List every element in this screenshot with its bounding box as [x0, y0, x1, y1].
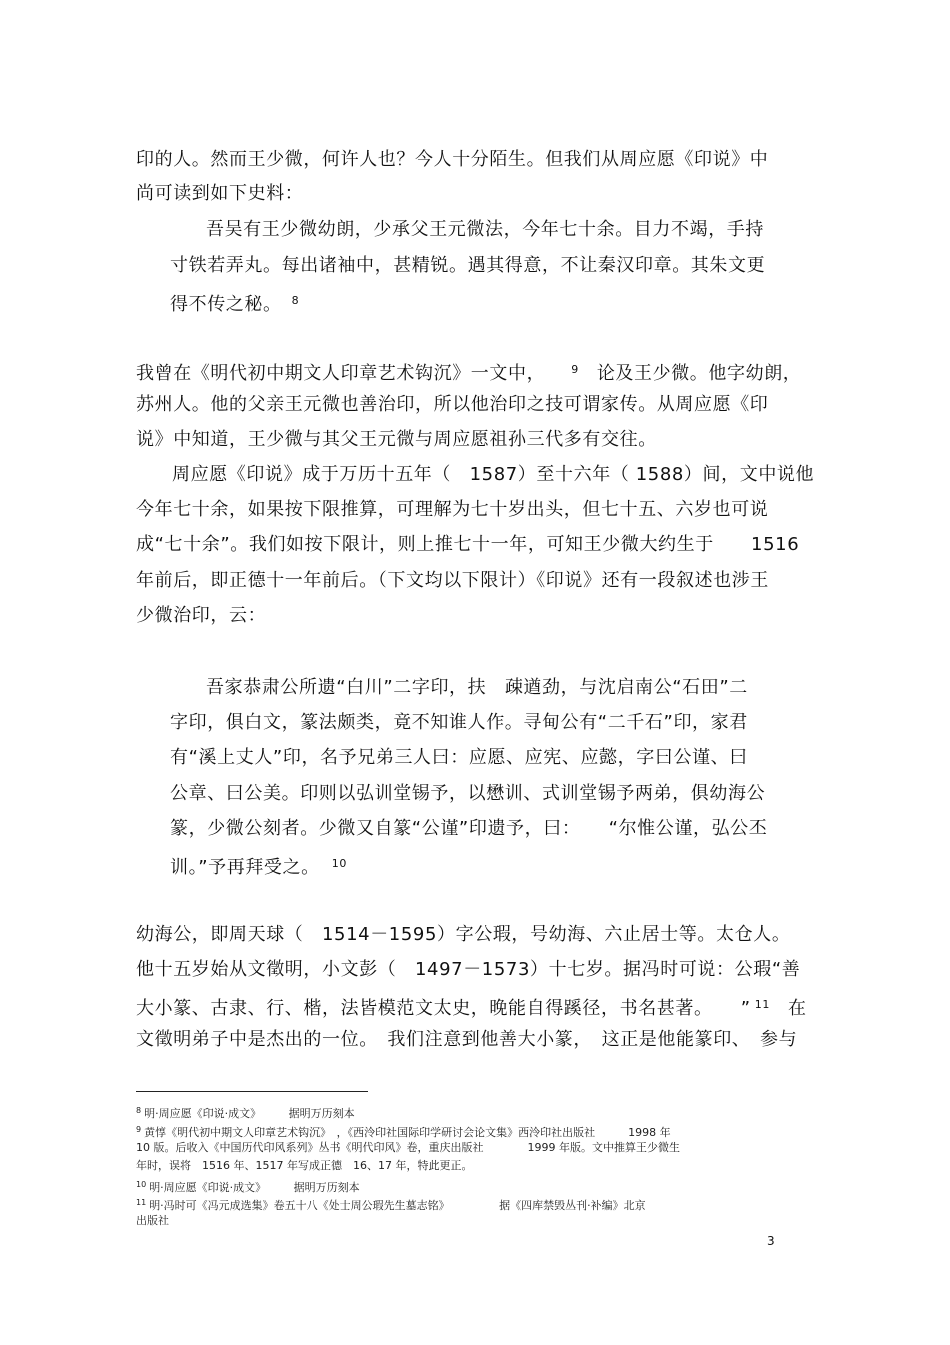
footnote-11-line: 出版社	[136, 1214, 169, 1227]
body-line: 年前后，即正德十一年前后。（下文均以下限计）《印说》还有一段叙述也涉王	[136, 570, 769, 591]
footnote-number: 11	[136, 1198, 147, 1207]
footnote-11	[136, 1195, 646, 1214]
footnote-number: 8	[136, 1106, 142, 1115]
footnote-divider	[136, 1091, 368, 1092]
quote-line: 篆，少微公刻者。少微又自篆“公谨”印遗予，曰： “尔惟公谨，弘公丕	[170, 818, 768, 839]
footnote-ref: 11	[754, 998, 770, 1011]
body-line: 今年七十余，如果按下限推算，可理解为七十岁出头，但七十五、六岁也可说	[136, 499, 769, 520]
quote-line: 寸铁若弄丸。每出诸袖中，甚精锐。遇其得意，不让秦汉印章。其朱文更	[170, 255, 766, 276]
quote-text: 得不传之秘。	[170, 294, 282, 315]
body-line: 成“七十余”。我们如按下限计，则上推七十一年，可知王少微大约生于 1516	[136, 534, 800, 555]
body-line: 苏州人。他的父亲王元微也善治印，所以他治印之技可谓家传。从周应愿《印	[136, 394, 769, 415]
body-line: 他十五岁始从文徵明，小文彭（ 1497－1573）十七岁。据冯时可说：公瑕“善	[136, 959, 801, 980]
footnote-text: 明·周应愿《印说·成文》 据明万历刻本	[149, 1181, 360, 1194]
footnote-ref: 8	[291, 294, 300, 307]
page-number: 3	[767, 1234, 775, 1248]
footnote-10	[136, 1177, 360, 1196]
quote-line: 公章、曰公美。印则以弘训堂锡予，以懋训、式训堂锡予两弟，俱幼海公	[170, 783, 766, 804]
body-line: 说》中知道，王少微与其父王元微与周应愿祖孙三代多有交往。	[136, 429, 657, 450]
body-line: 幼海公，即周天球（ 1514－1595）字公瑕，号幼海、六止居士等。太仓人。	[136, 924, 791, 945]
quote-line: 吾吴有王少微幼朗，少承父王元微法，今年七十余。目力不竭，手持	[206, 219, 764, 240]
footnote-ref: 9	[571, 363, 579, 376]
quote-line	[170, 289, 299, 317]
body-line: 印的人。然而王少微，何许人也？今人十分陌生。但我们从周应愿《印说》中	[136, 149, 769, 170]
quote-line: 字印，俱白文，篆法颇类，竟不知谁人作。寻甸公有“二千石”印，家君	[170, 712, 748, 733]
footnote-text: 明·冯时可《冯元成选集》卷五十八《处士周公瑕先生墓志铭》 据《四库禁毁丛刊·补编》北京	[149, 1199, 646, 1212]
footnote-9	[136, 1122, 671, 1141]
body-line: 周应愿《印说》成于万历十五年（ 1587）至十六年（ 1588）间，文中说他	[172, 464, 815, 485]
body-line	[136, 993, 807, 1021]
body-text: 论及王少微。他字幼朗，	[596, 363, 802, 384]
footnote-text: 明·周应愿《印说·成文》 据明万历刻本	[144, 1107, 355, 1120]
body-text: 在	[787, 998, 807, 1019]
body-line: 少微治印，云：	[136, 605, 267, 626]
body-line	[136, 358, 801, 386]
quote-line: 有“溪上丈人”印，名予兄弟三人曰：应愿、应宪、应懿，字曰公谨、曰	[170, 747, 748, 768]
quote-line	[170, 852, 347, 880]
footnote-9-line: 10 版。后收入《中国历代印风系列》丛书《明代印风》卷，重庆出版社 1999 年版。文中推算王少微生	[136, 1141, 680, 1154]
footnote-ref: 10	[331, 857, 347, 870]
body-line: 尚可读到如下史料：	[136, 183, 304, 204]
quote-text: 训。”予再拜受之。	[170, 857, 320, 878]
footnote-number: 10	[136, 1180, 147, 1189]
body-text: 我曾在《明代初中期文人印章艺术钩沉》一文中，	[136, 363, 546, 384]
body-text: 大小篆、古隶、行、楷，法皆模范文太史，晚能自得蹊径，书名甚著。 ”	[136, 998, 751, 1019]
footnote-8	[136, 1103, 355, 1122]
body-line: 文徵明弟子中是杰出的一位。 我们注意到他善大小篆， 这正是他能篆印、 参与	[136, 1029, 798, 1050]
quote-line: 吾家恭肃公所遗“白川”二字印，扶 疎遒劲，与沈启南公“石田”二	[206, 677, 748, 698]
footnote-number: 9	[136, 1125, 142, 1134]
footnote-text: 黄惇《明代初中期文人印章艺术钩沉》 ，《西泠印社国际印学研讨会论文集》西泠印社出版社 1998 年	[144, 1126, 671, 1139]
footnote-9-line: 年时，误将 1516 年、1517 年写成正德 16、17 年，特此更正。	[136, 1159, 473, 1172]
